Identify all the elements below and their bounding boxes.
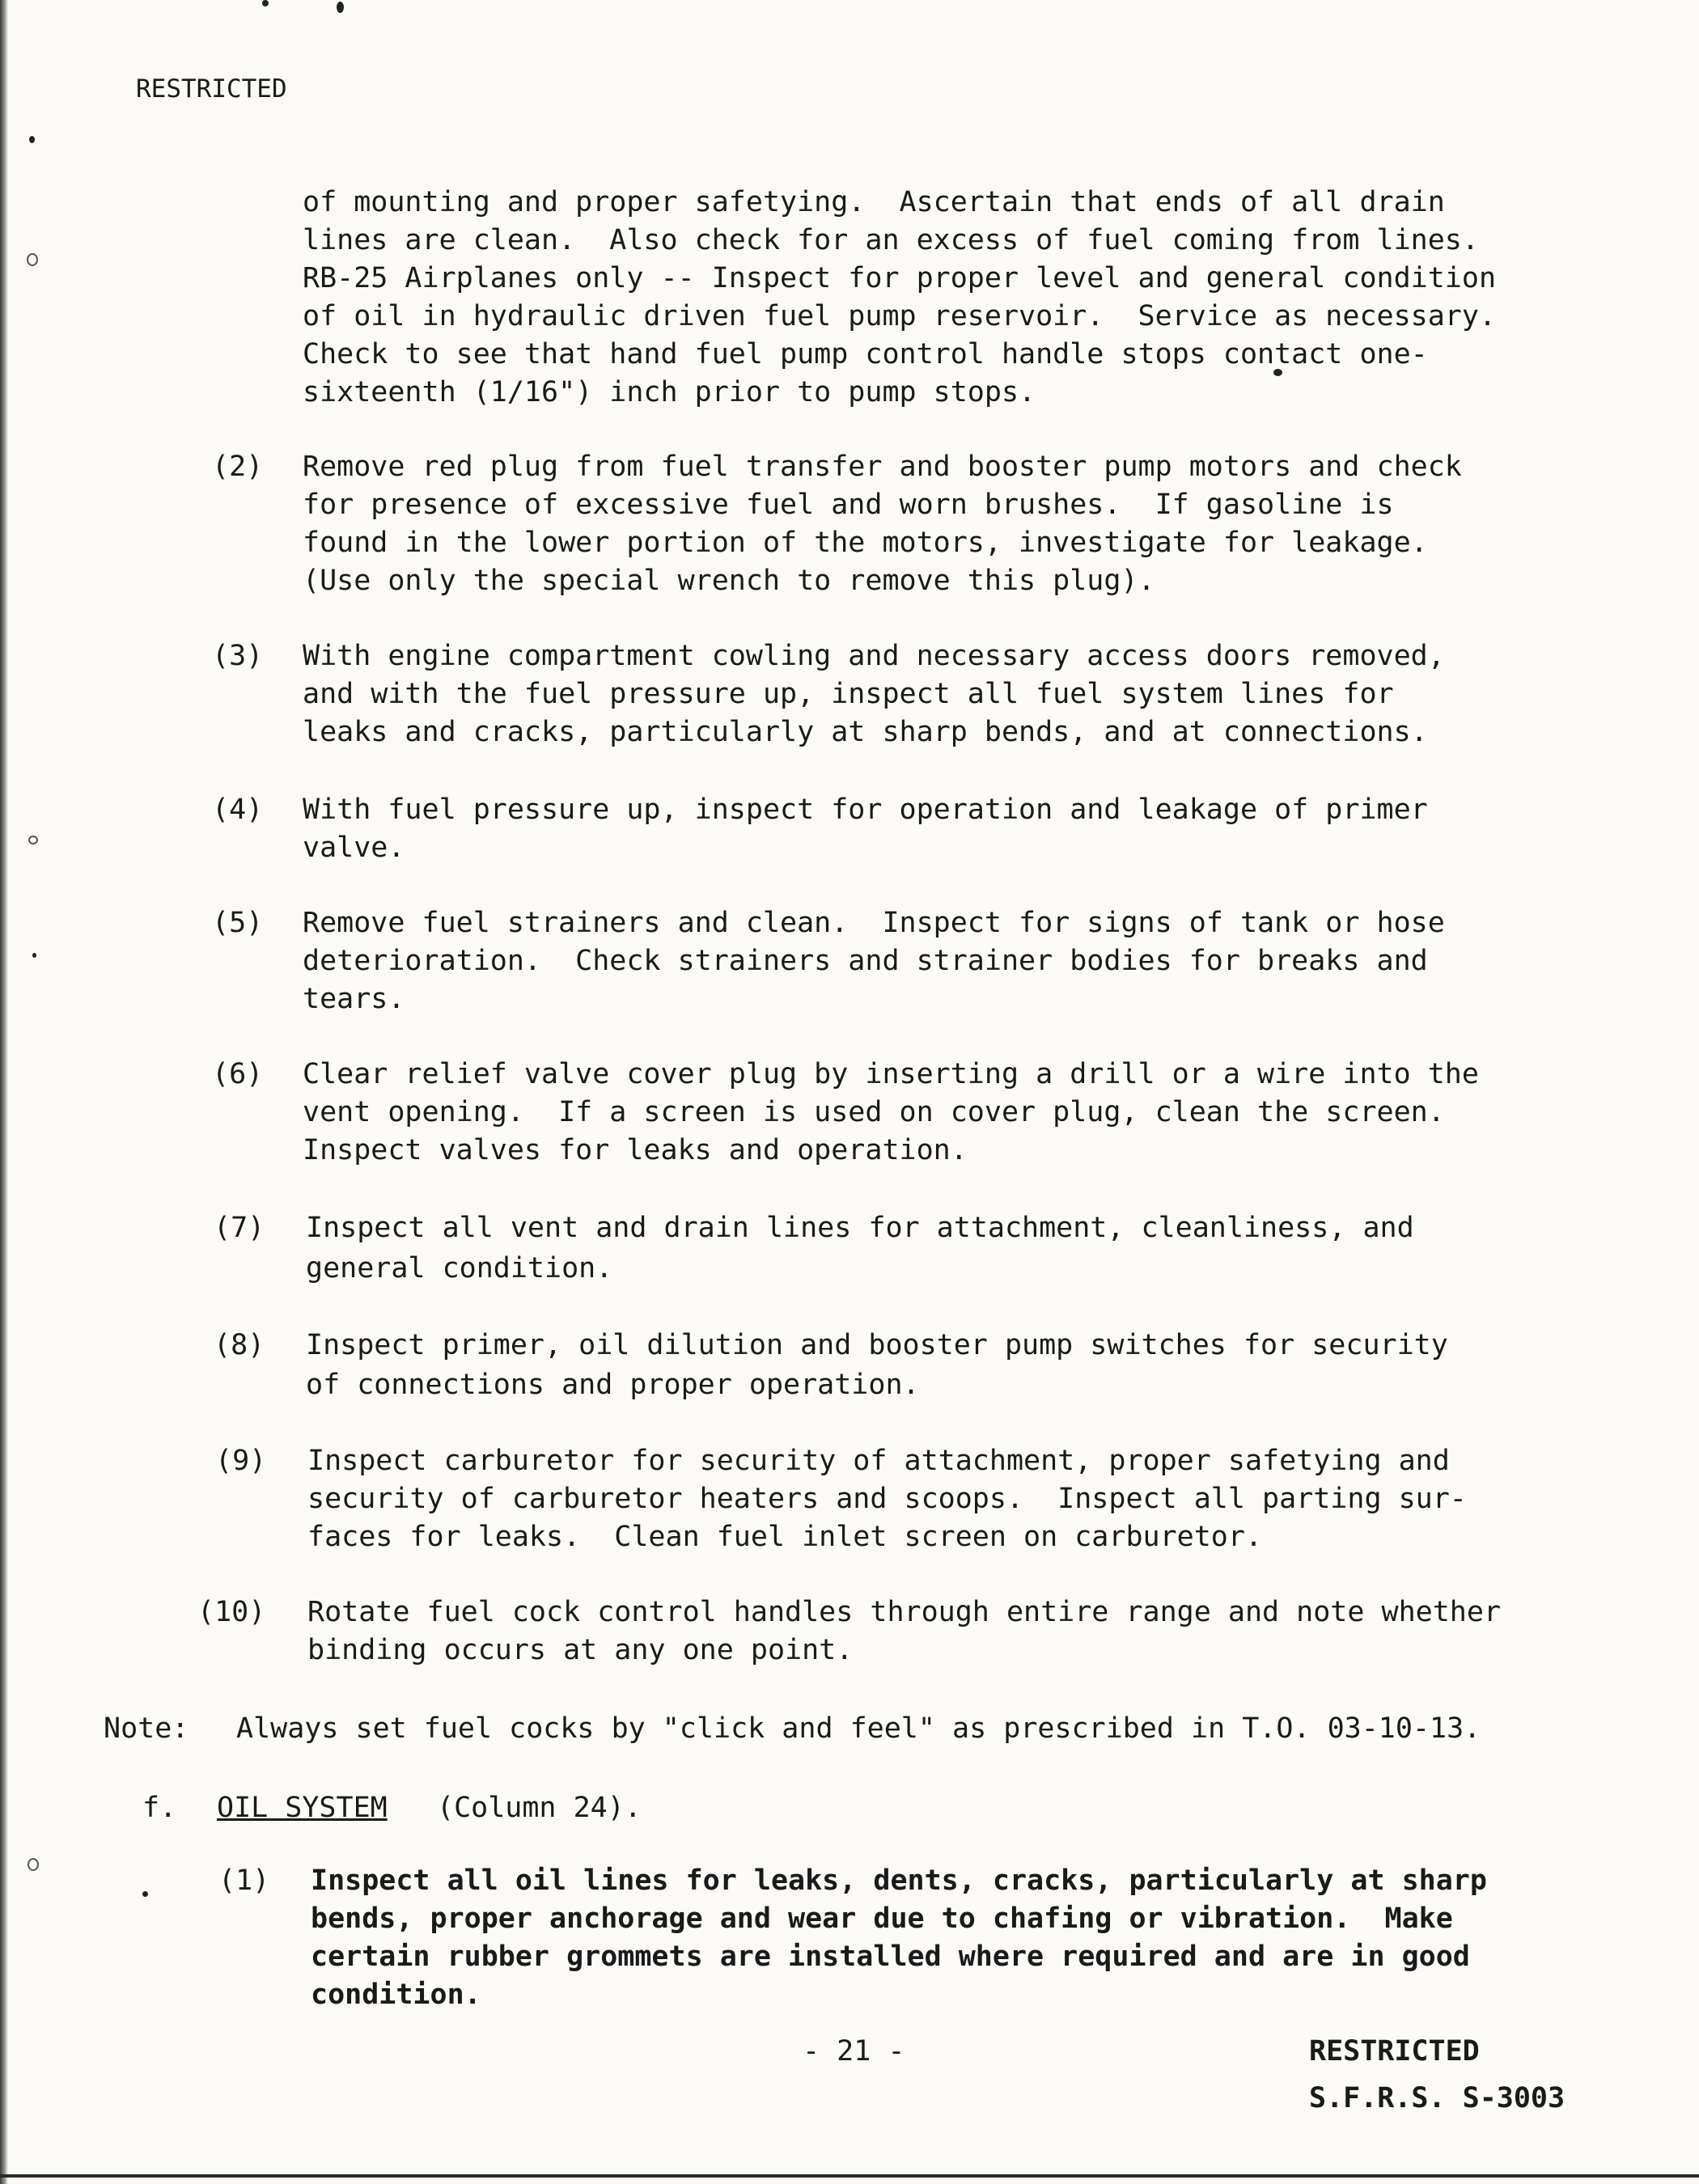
item-line: for presence of excessive fuel and worn brushes. If gasoline is xyxy=(303,489,1394,521)
intro-line: sixteenth (1/16") inch prior to pump stops. xyxy=(303,376,1036,408)
item-number: (6) xyxy=(212,1058,264,1090)
section-letter: f. xyxy=(142,1792,177,1824)
item-line: of connections and proper operation. xyxy=(306,1369,920,1401)
item-line: Inspect valves for leaks and operation. xyxy=(303,1134,968,1166)
scan-speck xyxy=(142,1891,148,1897)
section-title: OIL SYSTEM xyxy=(217,1792,388,1824)
item-line: With fuel pressure up, inspect for operation and leakage of primer xyxy=(303,794,1428,826)
item-number: (5) xyxy=(212,907,264,939)
footer-restricted-label: RESTRICTED xyxy=(1309,2035,1480,2068)
document-code: S.F.R.S. S-3003 xyxy=(1309,2082,1566,2114)
item-line: found in the lower portion of the motors, investigate for leakage. xyxy=(303,527,1428,559)
item-number: (1) xyxy=(218,1864,270,1897)
item-line: vent opening. If a screen is used on cover plug, clean the screen. xyxy=(303,1096,1445,1128)
item-line: valve. xyxy=(303,832,405,864)
scan-speck xyxy=(29,136,35,143)
intro-line: of oil in hydraulic driven fuel pump reservoir. Service as necessary. xyxy=(303,300,1497,332)
item-line: (Use only the special wrench to remove this plug). xyxy=(303,565,1155,597)
page-bottom-edge xyxy=(0,2174,1699,2178)
intro-line: of mounting and proper safetying. Ascertain that ends of all drain xyxy=(303,186,1445,218)
item-number: (2) xyxy=(212,451,264,483)
item-line: security of carburetor heaters and scoops. Inspect all parting sur- xyxy=(307,1483,1467,1515)
intro-line: lines are clean. Also check for an excess of fuel coming from lines. xyxy=(303,224,1479,256)
punch-hole-ring xyxy=(28,1858,39,1871)
item-line: general condition. xyxy=(306,1252,613,1285)
item-line: and with the fuel pressure up, inspect all fuel system lines for xyxy=(303,678,1394,710)
item-line: Remove red plug from fuel transfer and booster pump motors and check xyxy=(303,451,1462,483)
page-binding-edge xyxy=(0,0,8,2184)
item-line: Inspect carburetor for security of attachment, proper safetying and xyxy=(307,1445,1450,1477)
item-line: certain rubber grommets are installed where required and are in good xyxy=(311,1941,1470,1973)
item-line: Inspect all vent and drain lines for attachment, cleanliness, and xyxy=(306,1212,1414,1244)
item-number: (9) xyxy=(215,1445,267,1477)
item-number: (7) xyxy=(214,1212,265,1244)
note-text: Always set fuel cocks by "click and feel" as prescribed in T.O. 03-10-13. xyxy=(236,1712,1481,1745)
item-line: deterioration. Check strainers and strainer bodies for breaks and xyxy=(303,945,1428,977)
punch-hole-ring xyxy=(28,836,38,844)
item-number: (10) xyxy=(197,1596,266,1628)
item-line: binding occurs at any one point. xyxy=(307,1634,854,1666)
item-line: tears. xyxy=(303,983,405,1015)
item-number: (3) xyxy=(212,640,264,672)
item-line: With engine compartment cowling and necessary access doors removed, xyxy=(303,640,1445,672)
page-number: - 21 - xyxy=(803,2035,905,2068)
item-number: (4) xyxy=(212,794,264,826)
scan-speck xyxy=(32,953,36,958)
item-line: leaks and cracks, particularly at sharp bends, and at connections. xyxy=(303,716,1428,748)
item-line: Remove fuel strainers and clean. Inspect for signs of tank or hose xyxy=(303,907,1445,939)
item-line: bends, proper anchorage and wear due to chafing or vibration. Make xyxy=(311,1903,1453,1935)
item-line: Inspect all oil lines for leaks, dents, cracks, particularly at sharp xyxy=(311,1864,1487,1897)
scan-speck xyxy=(337,2,344,13)
item-number: (8) xyxy=(214,1329,265,1361)
item-line: Rotate fuel cock control handles through entire range and note whether xyxy=(307,1596,1502,1628)
item-line: Inspect primer, oil dilution and booster pump switches for security xyxy=(306,1329,1448,1361)
item-line: faces for leaks. Clean fuel inlet screen on carburetor. xyxy=(307,1521,1263,1553)
scan-speck xyxy=(262,0,269,6)
item-line: condition. xyxy=(311,1979,481,2011)
punch-hole-ring xyxy=(27,253,38,266)
note-label: Note: xyxy=(104,1712,189,1745)
item-line: Clear relief valve cover plug by inserting a drill or a wire into the xyxy=(303,1058,1479,1090)
header-restricted-label: RESTRICTED xyxy=(136,74,287,104)
section-column-ref: (Column 24). xyxy=(437,1792,642,1824)
intro-line: RB-25 Airplanes only -- Inspect for proper level and general condition xyxy=(303,262,1497,294)
intro-line: Check to see that hand fuel pump control handle stops contact one- xyxy=(303,338,1428,370)
